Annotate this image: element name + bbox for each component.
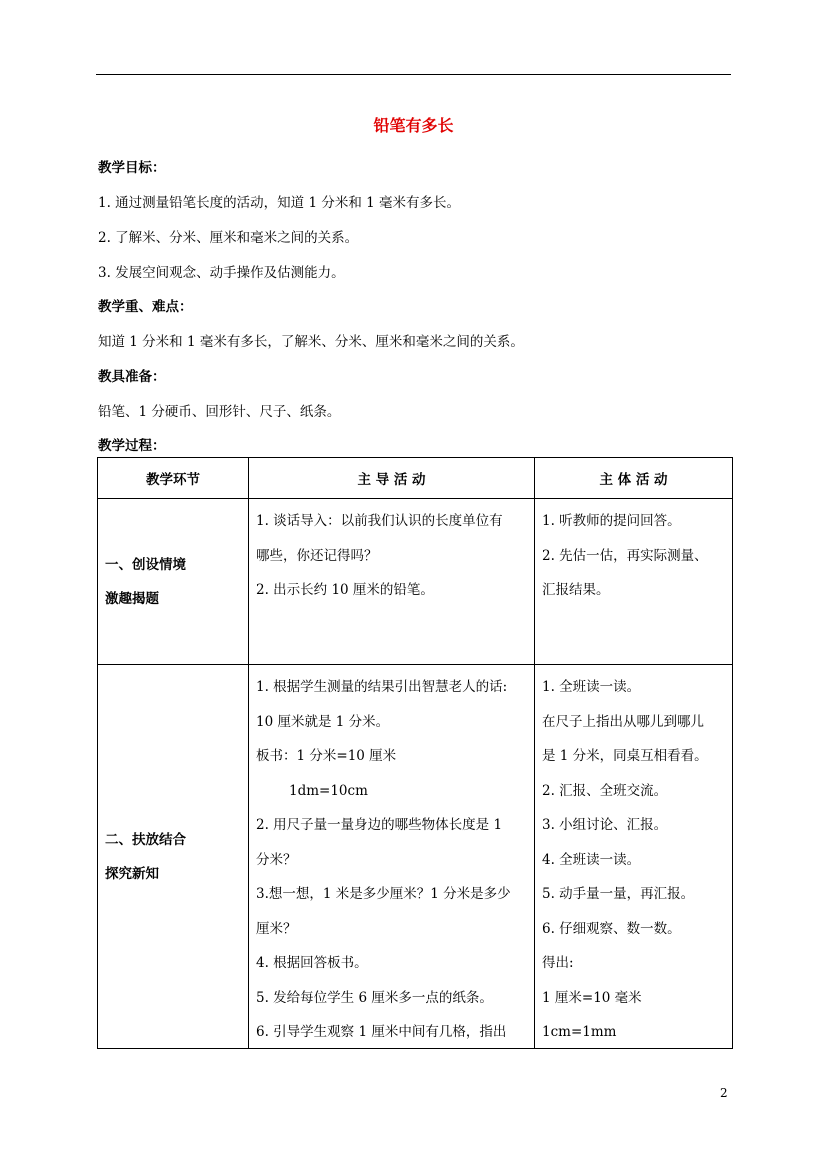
teacher-activity-cell: [249, 499, 535, 665]
stage-subtitle: 探究新知: [105, 865, 159, 882]
activity-line: 1. 全班读一读。: [542, 679, 641, 695]
header-stage: 教学环节: [98, 458, 249, 499]
stage-cell: [98, 665, 249, 1049]
header-student-activity: 主 体 活 动: [535, 458, 733, 499]
objective-item: 2. 了解米、分米、厘米和毫米之间的关系。: [98, 230, 359, 246]
activity-line: 得出:: [542, 955, 574, 971]
activity-line: 2. 汇报、全班交流。: [542, 782, 668, 799]
activity-line: 板书：1 分米=10 厘米: [256, 748, 397, 764]
activity-line: 是 1 分米，同桌互相看看。: [542, 748, 708, 764]
activity-line: 2. 先估一估，再实际测量、: [542, 547, 708, 564]
activity-line: 3. 小组讨论、汇报。: [542, 817, 668, 833]
activity-line: 5. 发给每位学生 6 厘米多一点的纸条。: [256, 989, 493, 1006]
activity-line: 6. 引导学生观察 1 厘米中间有几格，指出: [256, 1024, 507, 1040]
activity-line: 哪些，你还记得吗？: [256, 547, 378, 564]
objective-item: 1. 通过测量铅笔长度的活动，知道 1 分米和 1 毫米有多长。: [98, 195, 461, 211]
page-number: 2: [720, 1086, 728, 1100]
activity-line: 1. 谈话导入：以前我们认识的长度单位有: [256, 513, 503, 529]
activity-line: 1. 听教师的提问回答。: [542, 513, 681, 529]
header-rule: [96, 74, 731, 75]
teaching-process-table: [97, 457, 733, 1049]
objective-item: 3. 发展空间观念、动手操作及估测能力。: [98, 265, 345, 281]
objectives-heading: 教学目标：: [98, 160, 166, 176]
materials-text: 铅笔、1 分硬币、回形针、尺子、纸条。: [98, 404, 341, 420]
activity-line: 2. 出示长约 10 厘米的铅笔。: [256, 582, 434, 598]
document-title: 铅笔有多长: [373, 116, 454, 135]
activity-line: 1 厘米=10 毫米: [542, 989, 642, 1006]
activity-line: 4. 根据回答板书。: [256, 955, 368, 971]
stage-title: 一、创设情境: [105, 556, 186, 573]
student-activity-cell: [535, 665, 733, 1049]
stage-cell: [98, 499, 249, 665]
key-points-text: 知道 1 分米和 1 毫米有多长，了解米、分米、厘米和毫米之间的关系。: [98, 334, 524, 350]
activity-line: 厘米？: [256, 920, 297, 937]
activity-line: 6. 仔细观察、数一数。: [542, 920, 681, 937]
table-header-row: [98, 458, 733, 499]
activity-line: 4. 全班读一读。: [542, 851, 641, 868]
process-heading: 教学过程：: [98, 438, 166, 454]
stage-title: 二、扶放结合: [105, 831, 186, 848]
activity-line: 汇报结果。: [542, 582, 610, 598]
activity-line: 10 厘米就是 1 分米。: [256, 713, 390, 730]
activity-line: 分米？: [256, 851, 297, 868]
teacher-activity-cell: [249, 665, 535, 1049]
activity-line: 3.想一想，1 米是多少厘米？1 分米是多少: [256, 886, 511, 902]
activity-line: 2. 用尺子量一量身边的哪些物体长度是 1: [256, 817, 503, 833]
table-row: [98, 499, 733, 665]
student-activity-cell: [535, 499, 733, 665]
table-row: [98, 665, 733, 1049]
activity-line: 1cm=1mm: [542, 1024, 617, 1040]
header-teacher-activity: 主 导 活 动: [249, 458, 535, 499]
activity-line: 1dm=10cm: [289, 782, 368, 799]
key-points-heading: 教学重、难点：: [98, 299, 193, 315]
activity-line: 在尺子上指出从哪儿到哪儿: [542, 713, 704, 730]
activity-line: 1. 根据学生测量的结果引出智慧老人的话:: [256, 679, 508, 695]
activity-line: 5. 动手量一量，再汇报。: [542, 886, 695, 902]
materials-heading: 教具准备：: [98, 369, 166, 385]
stage-subtitle: 激趣揭题: [105, 590, 159, 607]
